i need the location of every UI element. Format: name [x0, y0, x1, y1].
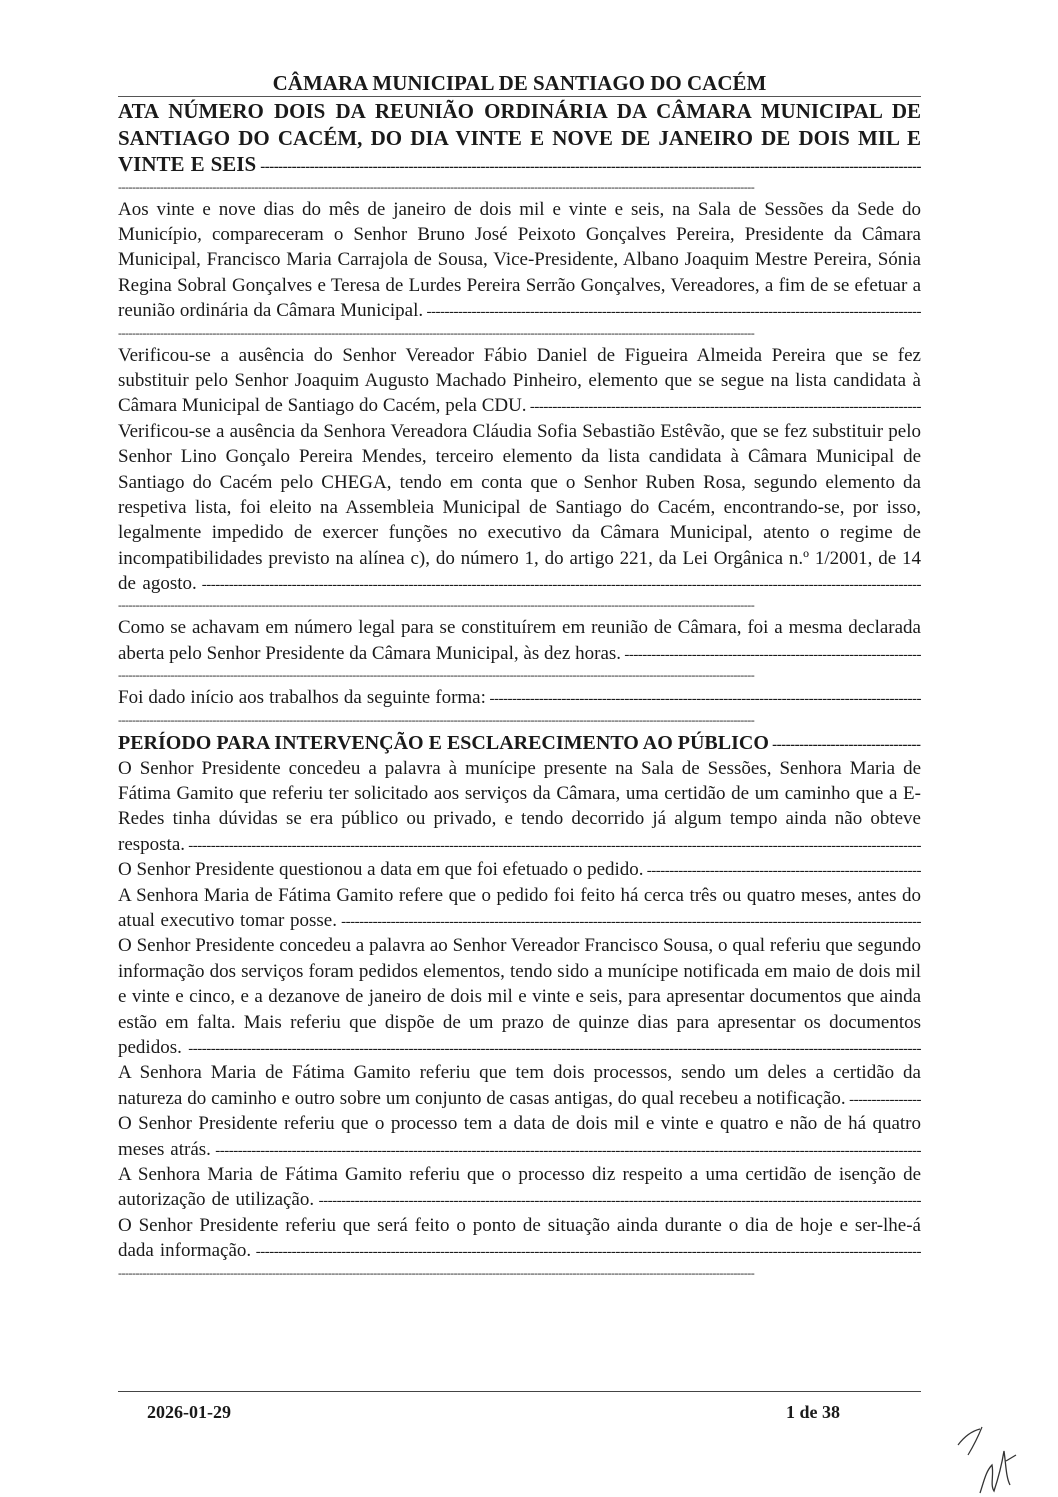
- item-text: A Senhora Maria de Fátima Gamito refere que o pedido foi feito há cerca três ou quatro meses, antes do atual executivo tomar posse.: [118, 884, 921, 932]
- institution-header: CÂMARA MUNICIPAL DE SANTIAGO DO CACÉM: [272, 71, 767, 95]
- separator-line: --------------------------------------------------------------------------------------------------------------------------------------------------------------------------------------: [118, 668, 755, 683]
- section-item: [118, 1111, 921, 1162]
- paragraph-text: Foi dado início aos trabalhos da seguinte forma:: [118, 687, 486, 709]
- dash-filler: [118, 1139, 921, 1162]
- page-footer: [118, 1391, 921, 1422]
- item-text: O Senhor Presidente referiu que o processo tem a data de dois mil e vinte e quatro e não de há quatro meses atrás.: [118, 1113, 921, 1160]
- absence-paragraph-1: [118, 343, 921, 419]
- separator-line: --------------------------------------------------------------------------------------------------------------------------------------------------------------------------------------: [118, 1265, 755, 1280]
- section-item: [118, 756, 921, 858]
- header-rule: [118, 96, 921, 97]
- section-item: [118, 857, 921, 882]
- section-title: [118, 730, 921, 756]
- section-items: [118, 756, 921, 1264]
- absence-paragraph-2: [118, 419, 921, 597]
- item-text: O Senhor Presidente concedeu a palavra à munícipe presente na Sala de Sessões, Senhora Maria de Fátima Gamito que referiu ter solicitado aos serviços da Câmara, uma certidão de um caminho que a E-Redes tinha dúvidas se era público ou privado, e tendo decorrido já algum tempo ainda não obteve resposta.: [118, 757, 921, 855]
- quorum-paragraph: [118, 615, 921, 666]
- section-item: [118, 883, 921, 934]
- footer-date: 2026-01-29: [147, 1402, 231, 1422]
- paragraph-text: Aos vinte e nove dias do mês de janeiro de dois mil e vinte e seis, na Sala de Sessões da Sede do Município, compareceram o Senhor Bruno José Peixoto Gonçalves Pereira, Presidente da Câmara Municipal, Francisco Maria Carrajola de Sousa, Vice-Presidente, Albano Joaquim Mestre Pereira, Sónia Regina Sobral Gonçalves e Teresa de Lurdes Pereira Serrão Gonçalves, Vereadores, a fim de se efetuar a reunião ordinária da Câmara Municipal.: [118, 198, 921, 322]
- item-text: A Senhora Maria de Fátima Gamito referiu que tem dois processos, sendo um deles a certidão da natureza do caminho e outro sobre um conjunto de casas antigas, do qual recebeu a notificação.: [118, 1062, 921, 1109]
- separator-line: --------------------------------------------------------------------------------------------------------------------------------------------------------------------------------------: [118, 325, 755, 340]
- handwritten-signature: [950, 1415, 1030, 1495]
- section-item: [118, 1060, 921, 1111]
- item-text: O Senhor Presidente referiu que será feito o ponto de situação ainda durante o dia de hoje e ser-lhe-á dada informação.: [118, 1214, 921, 1262]
- section-title-text: PERÍODO PARA INTERVENÇÃO E ESCLARECIMENTO AO PÚBLICO: [118, 731, 769, 754]
- item-text: O Senhor Presidente concedeu a palavra ao Senhor Vereador Francisco Sousa, o qual referiu que segundo informação dos serviços foram pedidos elementos, tendo sido a munícipe notificada em maio de dois mil e vinte e cinco, e a dezanove de janeiro de dois mil e vinte e seis, para apresentar documentos que ainda estão em falta. Mais referiu que dispõe de um prazo de quinze dias para apresentar os documentos pedidos.: [118, 935, 921, 1059]
- document-page: [118, 70, 921, 1283]
- dash-filler: [118, 1037, 921, 1060]
- separator-line: --------------------------------------------------------------------------------------------------------------------------------------------------------------------------------------: [118, 179, 755, 194]
- dash-filler: [118, 834, 921, 857]
- paragraph-text: Verificou-se a ausência do Senhor Vereador Fábio Daniel de Figueira Almeida Pereira que se fez substituir pelo Senhor Joaquim Augusto Machado Pinheiro, elemento que se segue na lista candidata à Câmara Municipal de Santiago do Cacém, pela CDU.: [118, 344, 921, 417]
- section-item: [118, 933, 921, 1060]
- section-item: [118, 1213, 921, 1264]
- footer-row: [118, 1392, 921, 1422]
- separator-line: --------------------------------------------------------------------------------------------------------------------------------------------------------------------------------------: [118, 712, 755, 727]
- opening-paragraph: [118, 197, 921, 324]
- ata-title-text: ATA NÚMERO DOIS DA REUNIÃO ORDINÁRIA DA CÂMARA MUNICIPAL DE SANTIAGO DO CACÉM, DO DIA VINTE E NOVE DE JANEIRO DE DOIS MIL E VINTE E SEIS: [118, 99, 921, 176]
- ata-title: [118, 98, 921, 178]
- item-text: A Senhora Maria de Fátima Gamito referiu que o processo diz respeito a uma certidão de isenção de autorização de utilização.: [118, 1164, 921, 1211]
- paragraph-text: Como se achavam em número legal para se constituírem em reunião de Câmara, foi a mesma declarada aberta pelo Senhor Presidente da Câmara Municipal, às dez horas.: [118, 617, 921, 664]
- section-item: [118, 1162, 921, 1213]
- page-number: 1 de 38: [786, 1402, 840, 1422]
- item-text: O Senhor Presidente questionou a data em que foi efetuado o pedido.: [118, 859, 644, 881]
- start-paragraph: [118, 685, 921, 710]
- separator-line: --------------------------------------------------------------------------------------------------------------------------------------------------------------------------------------: [118, 598, 755, 613]
- dash-filler: [118, 573, 921, 596]
- paragraph-text: Verificou-se a ausência da Senhora Vereadora Cláudia Sofia Sebastião Estêvão, que se fez substituir pelo Senhor Lino Gonçalo Pereira Mendes, terceiro elemento da lista candidata à Câmara Municipal de Santiago do Cacém pelo CHEGA, tendo em conta que o Senhor Ruben Rosa, segundo elemento da respetiva lista, foi eleito na Assembleia Municipal de Santiago do Cacém, encontrando-se, por isso, legalmente impedido de exercer funções no executivo da Câmara Municipal, atento o regime de incompatibilidades previsto na alínea c), do número 1, do artigo 221, da Lei Orgânica n.º 1/2001, de 14 de agosto.: [118, 420, 921, 595]
